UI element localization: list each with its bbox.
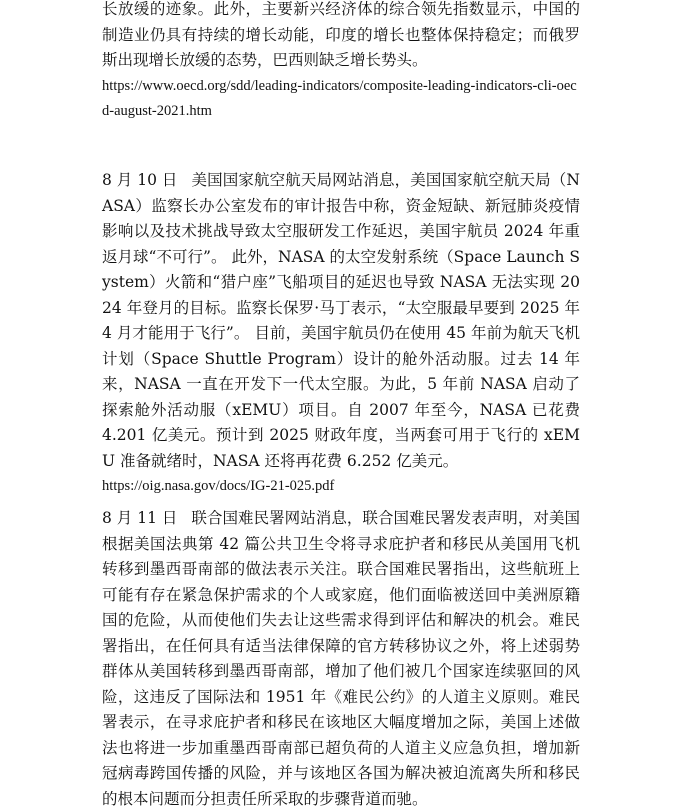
entry-aug-10-text: 美国国家航空航天局网站消息，美国国家航空航天局（NASA）监察长办公室发布的审计报告中称，资金短缺、新冠肺炎疫情影响以及技术挑战导致太空服研发工作延迟，美国宇航员 2024 年重返月球“不可行”。 此外，NASA 的太空发射系统（Space Launch System）火箭和“猎户座”飞船项目的延迟也导致 NASA 无法实现 2024 年登月的目标。监察长保罗·马丁表示，“太空服最早要到 2025 年 4 月才能用于飞行”。 目前，美国宇航员仍在使用 45 年前为航天飞机计划（Space Shuttle Program）设计的舱外活动服。过去 14 年来，NASA 一直在开发下一代太空服。为此，5 年前 NASA 启动了探索舱外活动服（xEMU）项目。自 2007 年至今，NASA 已花费 4.201 亿美元。预计到 2025 财政年度，当两套可用于飞行的 xEMU 准备就绪时，NASA 还将再花费 6.252 亿美元。: [102, 171, 580, 470]
nasa-source-link[interactable]: https://oig.nasa.gov/docs/IG-21-025.pdf: [102, 478, 335, 494]
entry-aug-10-date: 8 月 10 日: [102, 171, 178, 189]
entry-aug-10-paragraph: [102, 168, 580, 474]
entry-aug-11-date: 8 月 11 日: [102, 509, 178, 527]
oecd-paragraph-text: 长放缓的迹象。此外，主要新兴经济体的综合领先指数显示，中国的制造业仍具有持续的增长动能，印度的增长也整体保持稳定；而俄罗斯出现增长放缓的态势，巴西则缺乏增长势头。: [102, 0, 580, 69]
entry-aug-11: [102, 506, 580, 812]
oecd-paragraph-block: [102, 0, 580, 124]
entry-aug-11-text: 联合国难民署网站消息，联合国难民署发表声明，对美国根据美国法典第 42 篇公共卫生令将寻求庇护者和移民从美国用飞机转移到墨西哥南部的做法表示关注。联合国难民署指出，这些航班上可能有存在紧急保护需求的个人或家庭，他们面临被送回中美洲原籍国的危险，从而使他们失去让这些需求得到评估和解决的机会。难民署指出，在任何具有适当法律保障的官方转移协议之外，将上述弱势群体从美国转移到墨西哥南部，增加了他们被几个国家连续驱回的风险，这违反了国际法和 1951 年《难民公约》的人道主义原则。难民署表示，在寻求庇护者和移民在该地区大幅度增加之际，美国上述做法也将进一步加重墨西哥南部已超负荷的人道主义应急负担，增加新冠病毒跨国传播的风险，并与该地区各国为解决被迫流离失所和移民的根本问题而分担责任所采取的步骤背道而驰。: [102, 509, 580, 808]
entry-aug-11-paragraph: [102, 506, 580, 812]
entry-aug-10: [102, 168, 580, 499]
oecd-source-link[interactable]: https://www.oecd.org/sdd/leading-indicators/composite-leading-indicators-cli-oecd-august-2021.htm: [102, 77, 577, 119]
